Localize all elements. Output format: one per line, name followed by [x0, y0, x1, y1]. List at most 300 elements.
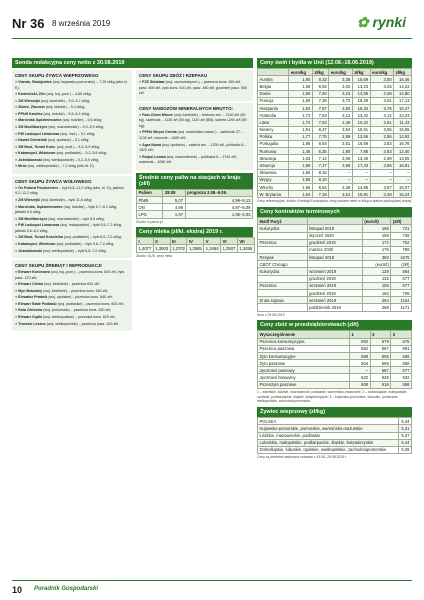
table-row [258, 119, 412, 126]
table-row [258, 239, 412, 246]
bullet-icon: ● [15, 315, 19, 319]
list-item [15, 145, 129, 151]
table-cell: 15,81 [352, 191, 370, 198]
table-cell: Węgry [258, 176, 289, 183]
table-cell: 1,86 [289, 169, 313, 176]
table-cell: 2,83 [370, 148, 394, 155]
table-cell: 10,22 [352, 119, 370, 126]
piglets-list [15, 270, 129, 327]
table-cell: wrzesień 2019 [307, 282, 362, 289]
list-item-name: Elewator Pradnik [18, 295, 48, 300]
table-cell: 587 [370, 367, 391, 374]
table-row [258, 275, 412, 282]
table-row [258, 225, 412, 232]
list-item [15, 270, 129, 281]
list-item-text: (woj. mazowieckie) – byki 6,5 zł/kg; [47, 216, 105, 221]
table-cell: 596 [391, 352, 412, 359]
table-row [258, 191, 412, 198]
table-row [258, 338, 412, 345]
bullet-icon: ● [15, 235, 19, 240]
table-cell: Żyto konsumpcyjne [258, 352, 350, 359]
list-item-name: Jóźwiakowski [18, 157, 42, 162]
table-row [258, 439, 412, 446]
table-cell: Pszenżyto paszowe [258, 381, 350, 388]
pig-price-note: Ceny są średnimi ważonymi notowań z 19.08.-25.08.2019 r. [257, 455, 347, 460]
list-item [15, 92, 129, 98]
milk-block [136, 227, 253, 258]
list-item-name: ZM Bost, Turośl Kośc. [18, 144, 56, 149]
table-cell: Jęczmień browarny [258, 374, 350, 381]
table-header-cell: zł/kg [394, 69, 412, 76]
table-row [258, 140, 412, 147]
list-item-name: Jóźwiakowski [18, 248, 42, 253]
table-cell: 15,51 [352, 126, 370, 133]
bullet-icon: ● [15, 204, 19, 209]
table-cell: Polska [258, 133, 289, 140]
list-item-name: Elewarr Chełm [18, 282, 44, 287]
table-cell: 7,40 [312, 90, 328, 97]
issue-number: Nr 36 [12, 16, 45, 31]
table-cell: 16,78 [394, 140, 412, 147]
list-item [15, 158, 129, 164]
section-logo: ✿ rynki [356, 14, 406, 30]
table-cell: 5,34 [398, 418, 411, 425]
table-cell: 608 [349, 381, 370, 388]
table-header-cell: euro/kg [370, 69, 394, 76]
table-cell: 7,18 [312, 191, 328, 198]
table-cell: 4,99–5,13 [185, 196, 252, 203]
table-header-cell [307, 218, 362, 225]
list-item [139, 130, 250, 141]
table-cell: 598 [391, 381, 412, 388]
list-item [15, 308, 129, 314]
table-cell: 1,91 [289, 126, 313, 133]
table-cell: LPG [137, 211, 163, 218]
table-header-cell: 2 [370, 331, 391, 338]
table-cell: 7,14 [312, 155, 328, 162]
table-cell: 564 [391, 268, 412, 275]
table-cell: Litwa [258, 119, 289, 126]
list-item-name: Złotex, Złoczew [18, 105, 45, 110]
bullet-icon: ● [139, 80, 143, 84]
list-item-text: (woj. opolskie) – saletra am. – 1200 zł/t, polifoska 6 – 1820 zł/t; [139, 142, 247, 153]
cattle-buy-box [12, 176, 132, 258]
fertilizer-list [139, 113, 250, 166]
table-cell: 12,92 [394, 133, 412, 140]
table-cell [307, 261, 362, 268]
table-cell: 13,42 [352, 112, 370, 119]
list-item [15, 118, 129, 124]
table-header-cell: prognoza 2.09.-6.09. [185, 189, 252, 196]
table-row [258, 246, 412, 253]
table-cell: 2,48 [329, 119, 353, 126]
list-item-text: (woj. kujawsko-pomorskie) – 7,25 zł/kg (wbc kl. E); [15, 80, 128, 90]
left-section-bar: Sonda redakcyjna ceny netto z 30.08.2019 [12, 58, 253, 68]
list-item-name: Rola Cielczów [18, 308, 43, 313]
table-cell: 3,81 [329, 140, 353, 147]
list-item-text: (woj. małopolskie) – byki 6,5–7,2 zł/kg, jałówki 5,6–6,2 zł/kg; [15, 223, 122, 233]
fuel-block [136, 173, 253, 225]
table-cell: 268 [362, 304, 391, 311]
bullet-icon: ● [15, 144, 19, 149]
table-cell: grudzień 2019 [307, 275, 362, 282]
list-item [15, 132, 129, 138]
table-cell: 132 [362, 275, 391, 282]
table-cell: 691 [391, 345, 412, 352]
list-item [15, 105, 129, 111]
list-item [15, 125, 129, 131]
list-item-text: (woj. lubelskie) – byki 11,6 zł/kg; [39, 198, 93, 202]
table-header-cell: (zł/t) [391, 218, 412, 225]
bullet-icon: ● [15, 92, 19, 97]
table-cell: 5,37 [398, 432, 411, 439]
table-cell: 622 [349, 374, 370, 381]
wholesale-table [257, 330, 412, 389]
page-footer [12, 584, 412, 596]
table-cell: Śruta sojowa [258, 297, 308, 304]
bullet-icon: ● [139, 154, 143, 159]
pig-price-block [257, 407, 412, 460]
bullet-icon: ● [15, 198, 19, 202]
list-item [15, 295, 129, 301]
eu-note: Ceny referencyjne, źródło: Komisja Europejska; ceny podane netto w zł/kg w wadze poubojowej ciepłej [257, 199, 412, 204]
table-cell: Słowacja [258, 155, 289, 162]
fertilizer-box [136, 103, 253, 170]
table-cell [258, 290, 308, 297]
table-cell: 3,23 [329, 90, 353, 97]
table-cell: październik 2019 [307, 304, 362, 311]
table-cell: 667 [370, 345, 391, 352]
table-cell: Szwecja [258, 162, 289, 169]
table-cell: 3,86 [370, 162, 394, 169]
table-cell: Włochy [258, 184, 289, 191]
table-cell: 1,58 [289, 83, 313, 90]
table-header-row [258, 331, 412, 338]
table-row [137, 211, 253, 218]
list-item [15, 164, 129, 170]
bullet-icon: ● [15, 185, 19, 190]
list-item [15, 249, 129, 255]
table-cell: wrzesień 2019 [307, 297, 362, 304]
bullet-icon: ● [15, 124, 19, 129]
bullet-icon: ● [139, 142, 143, 147]
table-cell: 176 [362, 246, 391, 253]
table-cell: 14,86 [352, 184, 370, 191]
table-row [258, 432, 412, 439]
table-cell: Słowenia [258, 169, 289, 176]
table-cell: 677 [391, 282, 412, 289]
table-cell: 3,83 [370, 140, 394, 147]
table-cell: – [352, 169, 370, 176]
list-item-name: ZM Wierzejki [18, 198, 40, 202]
list-item-name: Nowal Chmielnik [18, 138, 47, 143]
table-header-cell: II [153, 238, 170, 245]
list-item-name: PPUH Karolko [18, 111, 43, 116]
list-item [139, 113, 250, 130]
table-cell: Pszenica [258, 282, 308, 289]
page-header [12, 14, 412, 36]
table-row [258, 374, 412, 381]
table-row [258, 133, 412, 140]
bullet-icon: ● [15, 138, 19, 143]
table-cell: 739 [391, 232, 412, 239]
bullet-icon: ● [15, 301, 19, 306]
list-item-text: (woj. lubelskie) – pszenica 620 zł/t; [43, 282, 100, 287]
table-header-cell: euro/kg [289, 69, 313, 76]
table-cell: 3,50 [370, 76, 394, 83]
table-cell: 1,3585 [188, 246, 202, 252]
table-row [258, 352, 412, 359]
table-cell: grudzień 2019 [307, 290, 362, 297]
table-cell: 1,80 [329, 148, 353, 155]
table-header-cell: 1 [349, 331, 370, 338]
table-cell: Francja [258, 97, 289, 104]
table-cell: 1,3456 [239, 246, 253, 252]
table-cell: Pszenica [258, 239, 308, 246]
bullet-icon: ● [15, 157, 19, 162]
bullet-icon: ● [15, 282, 19, 287]
table-cell: 8,54 [312, 184, 328, 191]
list-item [15, 223, 129, 234]
table-row [258, 90, 412, 97]
footer-rule [12, 580, 412, 581]
table-cell: 3,61 [329, 191, 353, 198]
bullet-icon: ● [15, 248, 19, 253]
table-cell: 3,54 [329, 126, 353, 133]
table-cell: 1,95 [289, 184, 313, 191]
wholesale-title: Ceny zbóż w przedsiębiorstwach (zł/t) [257, 320, 412, 330]
bullet-icon: ● [15, 295, 19, 300]
table-cell: 8,10 [312, 176, 328, 183]
list-item-name: Agra Nowa [142, 142, 161, 147]
table-cell: 3,39 [329, 184, 353, 191]
bullet-icon: ● [15, 111, 19, 116]
table-cell: Kujawsko-pomorskie, pomorskie, warmińsko-mazurskie [258, 425, 399, 432]
table-cell: 13,23 [394, 112, 412, 119]
table-header-cell: (euro/t) [362, 218, 391, 225]
table-header-row [258, 218, 412, 225]
table-header-cell: Matif Paryż [258, 218, 308, 225]
table-cell: 769 [391, 246, 412, 253]
table-cell: 13,23 [352, 83, 370, 90]
table-cell: 1,82 [289, 104, 313, 111]
table-header-cell: V [204, 238, 221, 245]
pig-price-table [257, 417, 412, 454]
list-item-name: Rolpol Łomża [142, 154, 166, 159]
list-item [139, 155, 250, 166]
table-row [137, 196, 253, 203]
list-item-name: ZM Modliborzyce [18, 216, 48, 221]
bullet-icon: ● [15, 223, 19, 228]
grain-list [139, 80, 250, 97]
table-cell: – [329, 169, 353, 176]
table-row [258, 282, 412, 289]
table-cell: 2,89 [329, 133, 353, 140]
table-cell: Kukurydza [258, 225, 308, 232]
table-cell: 8,32 [312, 76, 328, 83]
list-item-text: (woj. kuj.-pom.) – 4,85 zł/kg; [45, 92, 92, 97]
table-cell: 17,13 [394, 97, 412, 104]
table-cell: 1,64 [289, 191, 313, 198]
bullet-icon: ● [15, 288, 19, 293]
table-cell: 11,43 [394, 119, 412, 126]
table-cell: 14,80 [394, 90, 412, 97]
table-row [137, 245, 255, 252]
table-cell: Holandia [258, 112, 289, 119]
table-cell: 1,96 [289, 162, 313, 169]
list-item-name: Marciniak, Sędziminowice [18, 204, 63, 209]
table-cell: 14,23 [394, 83, 412, 90]
list-item [15, 242, 129, 248]
bullet-icon: ● [15, 118, 19, 123]
table-cell: 264 [362, 297, 391, 304]
table-cell: 3,50 [329, 104, 353, 111]
table-cell: 8,37 [312, 126, 328, 133]
table-cell: 3,55 [370, 126, 394, 133]
table-row [258, 97, 412, 104]
table-header-row [137, 189, 253, 196]
table-header-cell: zł/kg [312, 69, 328, 76]
table-cell: 1,3464 [205, 246, 219, 252]
list-item-text: (woj. łódzkie) – byki 5,7–6,2 zł/kg, jałówki 6,5 zł/kg; [15, 204, 118, 215]
list-item [15, 217, 129, 223]
table-header-cell: 28.08 [163, 189, 185, 196]
table-row [258, 425, 412, 432]
table-cell: 15,46 [394, 76, 412, 83]
list-item-name: Elewarr Koronowo [18, 270, 50, 275]
table-cell: 3,48 [370, 191, 394, 198]
table-row [258, 232, 412, 239]
table-cell: Austria [258, 76, 289, 83]
bullet-icon: ● [15, 151, 19, 156]
table-cell: 12,40 [394, 148, 412, 155]
table-row [258, 381, 412, 388]
table-cell: 577 [391, 367, 412, 374]
table-cell: 4,96 [163, 204, 185, 211]
table-cell: Pszenica paszowa [258, 345, 350, 352]
contracts-block [257, 207, 412, 317]
list-item-text: (woj. wielkopolskie) – 5,2–5,9 zł/kg; [41, 157, 100, 162]
table-cell: 632 [391, 374, 412, 381]
table-cell: 155 [362, 282, 391, 289]
table-cell: – [394, 176, 412, 183]
table-cell: 3,67 [370, 184, 394, 191]
list-item-text: (woj. podl.) – 5,4–5,9 zł/kg; [55, 144, 100, 149]
table-header-cell: VI [221, 238, 238, 245]
table-cell: 558 [391, 360, 412, 367]
list-item-text: (woj. wielkopolskie) – pszenica pasz. 615 zł/t. [45, 321, 120, 326]
column-c [257, 58, 412, 460]
table-cell: (zł/t) [391, 261, 412, 268]
pig-buy-title: CENY SKUPU ŻYWCA WIEPRZOWEGO [15, 73, 99, 78]
pig-price-title: Żywiec wieprzowy (zł/kg) [257, 407, 412, 417]
table-cell: 616 [370, 381, 391, 388]
table-cell: 1,95–2,03 [185, 211, 252, 218]
table-row [258, 104, 412, 111]
table-cell: 752 [391, 239, 412, 246]
table-cell: 565 [370, 360, 391, 367]
header-rule [12, 38, 412, 39]
list-item-name: Ox Poland Foodservice [18, 185, 59, 190]
list-item-text: (woj. lubelskie) – fosforan am. – 2160 zł/t (50 kg), saletrzak – 1130 zł/t (50 kg), 1110 zł/t (BB), saletra 1290 zł/t (50 kg); [139, 112, 247, 128]
table-row [258, 155, 412, 162]
table-cell: 3,12 [370, 112, 394, 119]
list-item-name: PZZ Stoisław [142, 80, 165, 84]
table-cell: 13,40 [352, 155, 370, 162]
table-row [258, 162, 412, 169]
table-header-row [137, 238, 255, 245]
list-item [139, 143, 250, 154]
table-cell: Hiszpania [258, 104, 289, 111]
table-cell: 129 [362, 268, 391, 275]
pig-buy-list [15, 80, 129, 170]
table-cell: Belgia [258, 83, 289, 90]
bullet-icon: ● [139, 112, 143, 117]
table-header-cell: I [137, 238, 154, 245]
list-item-text: (woj. mazowieckie) – polifoska 6 – 1740 zł/t, saletrzak – 1080 zł/t. [139, 154, 237, 165]
table-cell [258, 246, 308, 253]
list-item-name: PPHU Mirpol Orneta [142, 130, 177, 135]
list-item-name: Elewarr Białe Podlaski [18, 301, 57, 306]
table-cell: 7,97 [312, 104, 328, 111]
table-cell: 3,98 [329, 162, 353, 169]
table-cell: styczeń 2020 [307, 232, 362, 239]
table-cell: listopad 2019 [307, 225, 362, 232]
table-cell: Pb95 [137, 196, 163, 203]
bullet-icon: ● [15, 131, 19, 136]
table-header-cell: VII [237, 238, 254, 245]
table-cell: 8,15 [312, 169, 328, 176]
table-cell: listopad 2019 [307, 254, 362, 261]
list-item [15, 198, 129, 204]
list-item [15, 151, 129, 157]
bullet-icon: ● [139, 130, 143, 135]
table-cell: 5,44 [398, 439, 411, 446]
list-item-text: (woj. wielkopolskie) – byki 6,5–7,0 zł/kg. [41, 248, 107, 253]
table-cell: 15,24 [394, 191, 412, 198]
table-cell: marzec 2020 [307, 246, 362, 253]
table-cell: 1,97 [163, 211, 185, 218]
leaf-icon: ✿ [356, 14, 369, 30]
table-cell: 15,55 [394, 126, 412, 133]
table-cell: 679 [370, 338, 391, 345]
table-cell: 14,59 [352, 90, 370, 97]
table-row [258, 367, 412, 374]
list-item-text: (woj. wielkopolskie) – 7,2 zł/kg (wbc kl. E). [26, 164, 95, 169]
table-cell: Jęczmień paszowy [258, 367, 350, 374]
contracts-note: Kurs z 29.08.2019 [257, 312, 285, 317]
list-item-text: (woj. opolskie) – pszenica kons. 640 zł/t; [47, 295, 113, 300]
table-cell: 3,38 [329, 76, 353, 83]
bullet-icon: ● [15, 308, 19, 313]
fuel-table [136, 189, 253, 219]
fertilizer-title: CENY NAWOZÓW MINERALNYCH BRUTTO: [139, 105, 234, 111]
list-item-text: (woj. podlaskie) – byki 5,6–7,0 zł/kg; [55, 241, 115, 246]
table-row [258, 83, 412, 90]
table-row [258, 360, 412, 367]
table-cell: grudzień 2019 [307, 239, 362, 246]
cattle-buy-title: CENY SKUPU ŻYWCA WOŁOWEGO [15, 178, 92, 184]
table-cell [258, 304, 308, 311]
table-row [258, 304, 412, 311]
table-cell: Łódzkie, mazowieckie, podlaskie [258, 432, 399, 439]
table-cell: – [349, 367, 370, 374]
bullet-icon: ● [15, 164, 19, 169]
table-cell: 708 [391, 290, 412, 297]
table-row [258, 261, 412, 268]
table-cell: 7,53 [312, 119, 328, 126]
table-cell: Żyto paszowe [258, 360, 350, 367]
